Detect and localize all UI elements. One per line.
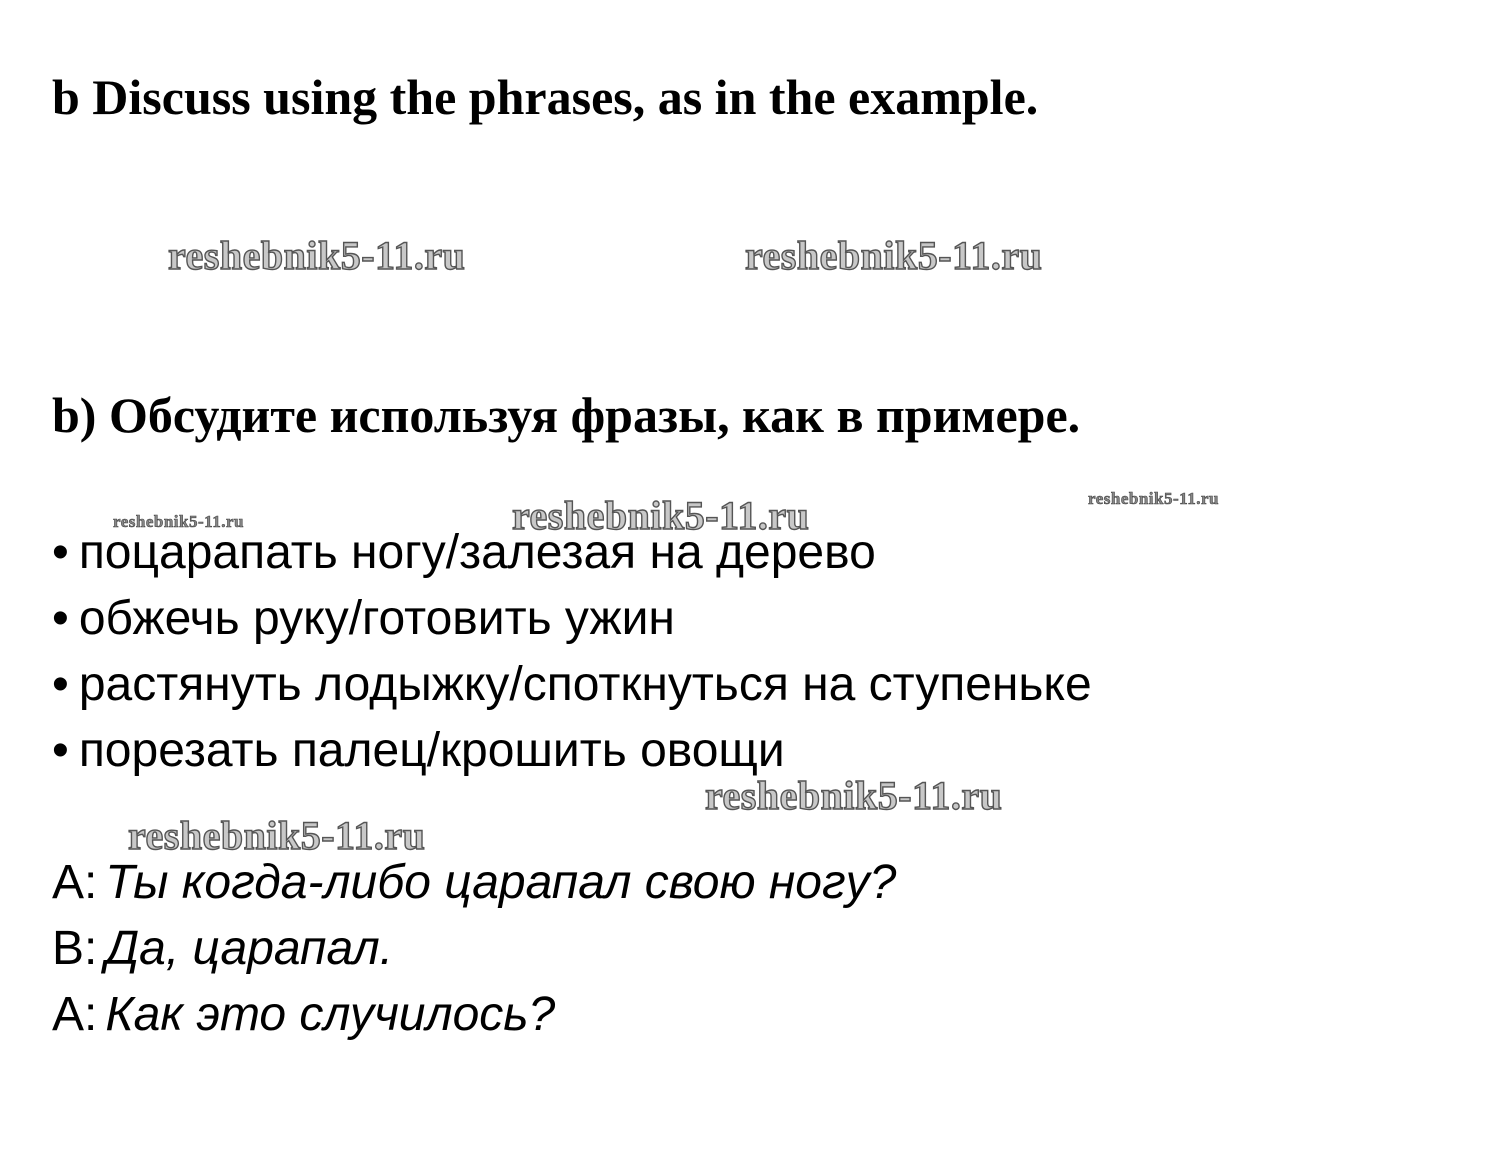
bullet-mark: • xyxy=(52,526,69,579)
watermark: reshebnik5-11.ru xyxy=(512,493,810,538)
phrase-text: растянуть лодыжку/споткнуться на ступеньке xyxy=(78,658,1092,711)
phrase-text: порезать палец/крошить овощи xyxy=(78,724,785,777)
dialogue-line xyxy=(52,916,896,982)
speaker-label: A: xyxy=(52,988,98,1041)
list-item xyxy=(52,652,1092,718)
exercise-heading-english: b Discuss using the phrases, as in the example. xyxy=(52,69,1039,125)
watermark: reshebnik5-11.ru xyxy=(168,233,466,278)
bullet-mark: • xyxy=(52,724,69,777)
watermark: reshebnik5-11.ru xyxy=(113,512,244,531)
watermark: reshebnik5-11.ru xyxy=(1088,489,1219,508)
bullet-mark: • xyxy=(52,658,69,711)
bullet-mark: • xyxy=(52,592,69,645)
speaker-label: A: xyxy=(52,856,98,909)
phrase-text: обжечь руку/готовить ужин xyxy=(78,592,675,645)
phrase-text: поцарапать ногу/залезая на дерево xyxy=(78,526,876,579)
watermark: reshebnik5-11.ru xyxy=(745,233,1043,278)
watermark: reshebnik5-11.ru xyxy=(705,773,1003,818)
speaker-label: B: xyxy=(52,922,98,975)
exercise-heading-russian: b) Обсудите используя фразы, как в примере. xyxy=(52,387,1081,443)
phrase-list xyxy=(52,520,1092,784)
list-item xyxy=(52,586,1092,652)
dialogue-text: Ты когда-либо царапал свою ногу? xyxy=(105,856,897,909)
watermark: reshebnik5-11.ru xyxy=(128,813,426,858)
dialogue-line xyxy=(52,982,896,1048)
dialogue-text: Да, царапал. xyxy=(105,922,394,975)
dialogue-text: Как это случилось? xyxy=(105,988,556,1041)
example-dialogue xyxy=(52,850,896,1048)
dialogue-line xyxy=(52,850,896,916)
